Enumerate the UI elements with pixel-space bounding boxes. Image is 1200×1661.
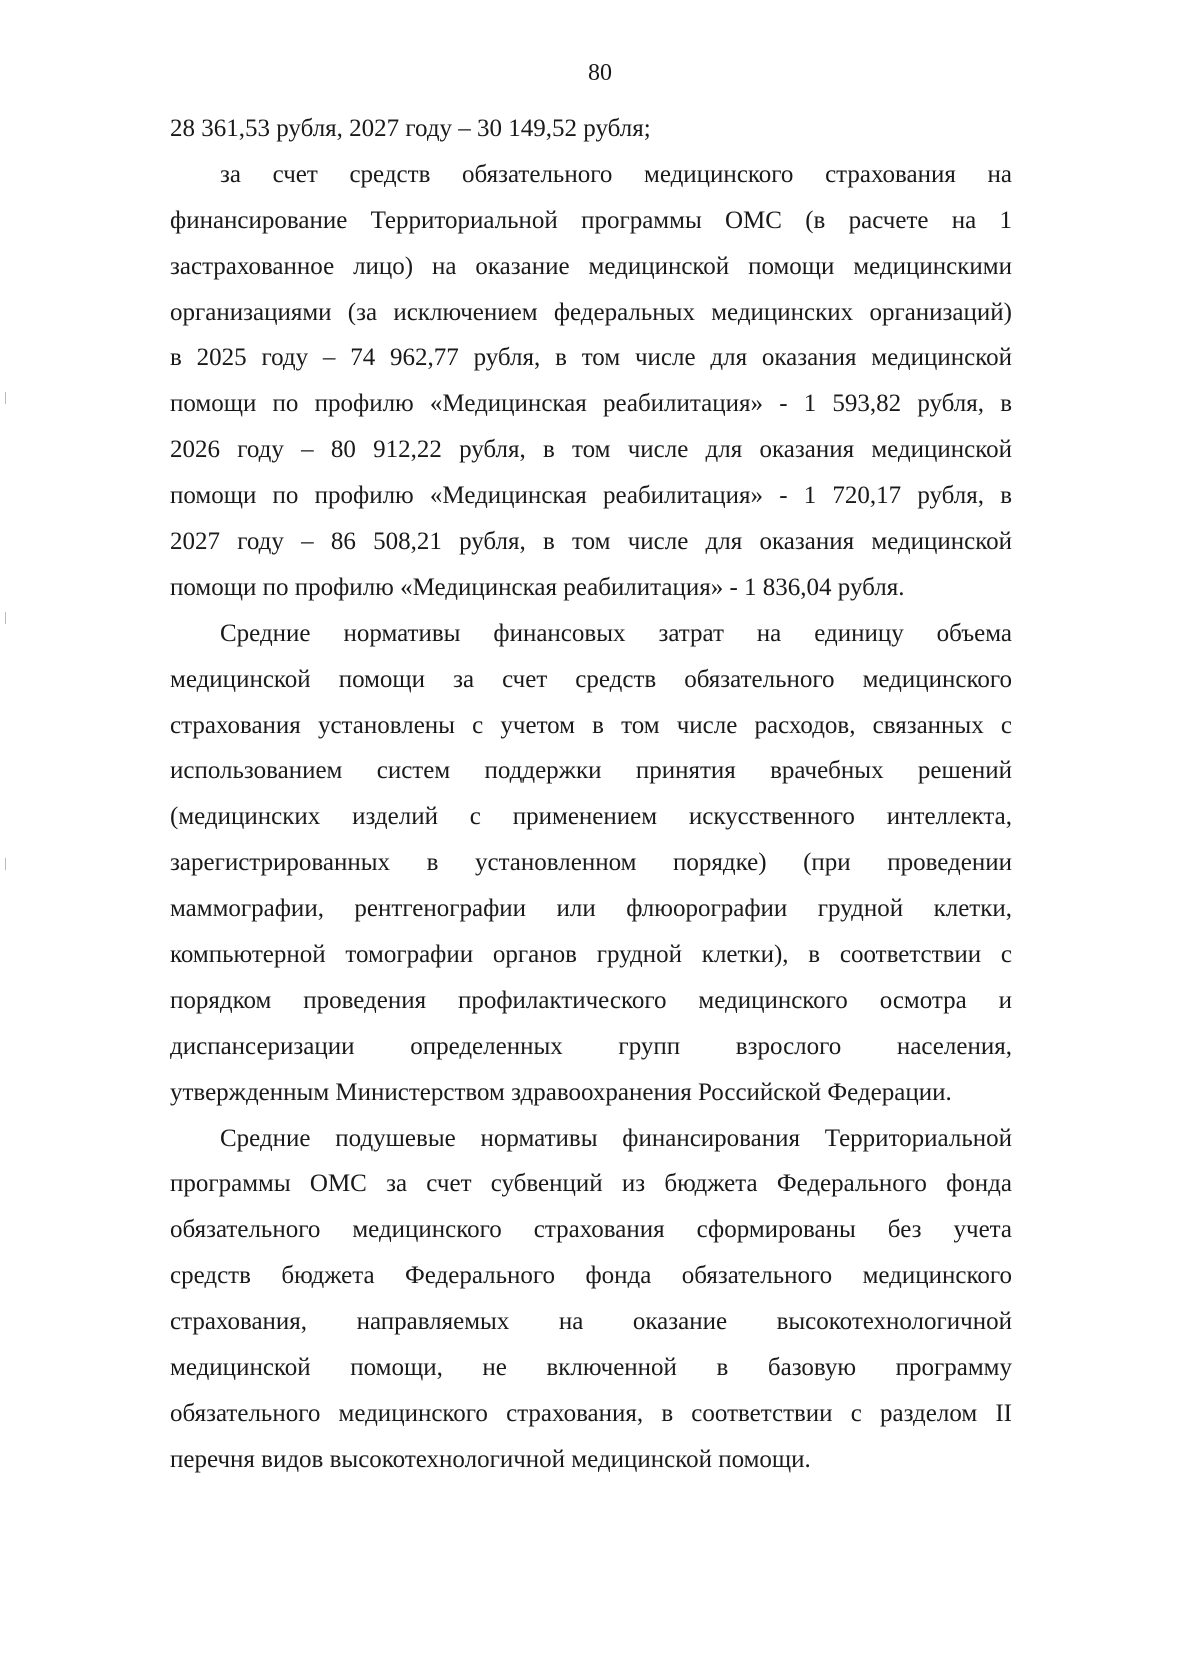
text-line: в 2025 году – 74 962,77 рубля, в том числе для оказания медицинской: [170, 344, 1012, 372]
text-line: (медицинских изделий с применением искусственного интеллекта,: [170, 803, 1012, 831]
text-line: обязательного медицинского страхования, в соответствии с разделом II: [170, 1399, 1012, 1427]
text-line: зарегистрированных в установленном порядке) (при проведении: [170, 849, 1012, 877]
text-line: медицинской помощи за счет средств обязательного медицинского: [170, 665, 1012, 693]
text-line: использованием систем поддержки принятия врачебных решений: [170, 757, 1012, 785]
text-line: обязательного медицинского страхования сформированы без учета: [170, 1216, 1012, 1244]
text-line: страхования, направляемых на оказание высокотехнологичной: [170, 1308, 1012, 1336]
paragraph: [170, 611, 1012, 1116]
text-line: средств бюджета Федерального фонда обязательного медицинского: [170, 1262, 1012, 1290]
text-line: перечня видов высокотехнологичной медицинской помощи.: [170, 1445, 811, 1473]
text-line: финансирование Территориальной программы ОМС (в расчете на 1: [170, 206, 1012, 234]
text-line: компьютерной томографии органов грудной клетки), в соответствии с: [170, 941, 1012, 969]
text-line: Средние подушевые нормативы финансирования Территориальной: [220, 1124, 1012, 1152]
paragraph: [170, 1116, 1012, 1483]
text-line: программы ОМС за счет субвенций из бюджета Федерального фонда: [170, 1170, 1012, 1198]
text-line: медицинской помощи, не включенной в базовую программу: [170, 1354, 1012, 1382]
text-line: страхования установлены с учетом в том числе расходов, связанных с: [170, 711, 1012, 739]
text-line: порядком проведения профилактического медицинского осмотра и: [170, 986, 1012, 1014]
paragraph: [170, 106, 1012, 152]
page-number: 80: [588, 60, 612, 86]
text-line: диспансеризации определенных групп взрослого населения,: [170, 1032, 1012, 1060]
text-line: маммографии, рентгенографии или флюорографии грудной клетки,: [170, 895, 1012, 923]
text-line: помощи по профилю «Медицинская реабилитация» - 1 593,82 рубля, в: [170, 390, 1012, 418]
paragraph: [170, 152, 1012, 611]
text-line: застрахованное лицо) на оказание медицинской помощи медицинскими: [170, 252, 1012, 280]
text-line: утвержденным Министерством здравоохранения Российской Федерации.: [170, 1078, 952, 1106]
scan-mark: [5, 392, 6, 404]
text-line: 2026 году – 80 912,22 рубля, в том числе для оказания медицинской: [170, 436, 1012, 464]
text-line: организациями (за исключением федеральных медицинских организаций): [170, 298, 1012, 326]
text-line: помощи по профилю «Медицинская реабилитация» - 1 720,17 рубля, в: [170, 482, 1012, 510]
text-line: за счет средств обязательного медицинского страхования на: [220, 160, 1012, 188]
text-line: 28 361,53 рубля, 2027 году – 30 149,52 рубля;: [170, 115, 651, 142]
scan-mark: [5, 612, 6, 624]
text-line: помощи по профилю «Медицинская реабилитация» - 1 836,04 рубля.: [170, 573, 905, 601]
text-line: Средние нормативы финансовых затрат на единицу объема: [220, 619, 1012, 647]
text-line: 2027 году – 86 508,21 рубля, в том числе для оказания медицинской: [170, 528, 1012, 556]
scan-mark: [5, 858, 6, 870]
document-body: [170, 106, 1012, 1483]
